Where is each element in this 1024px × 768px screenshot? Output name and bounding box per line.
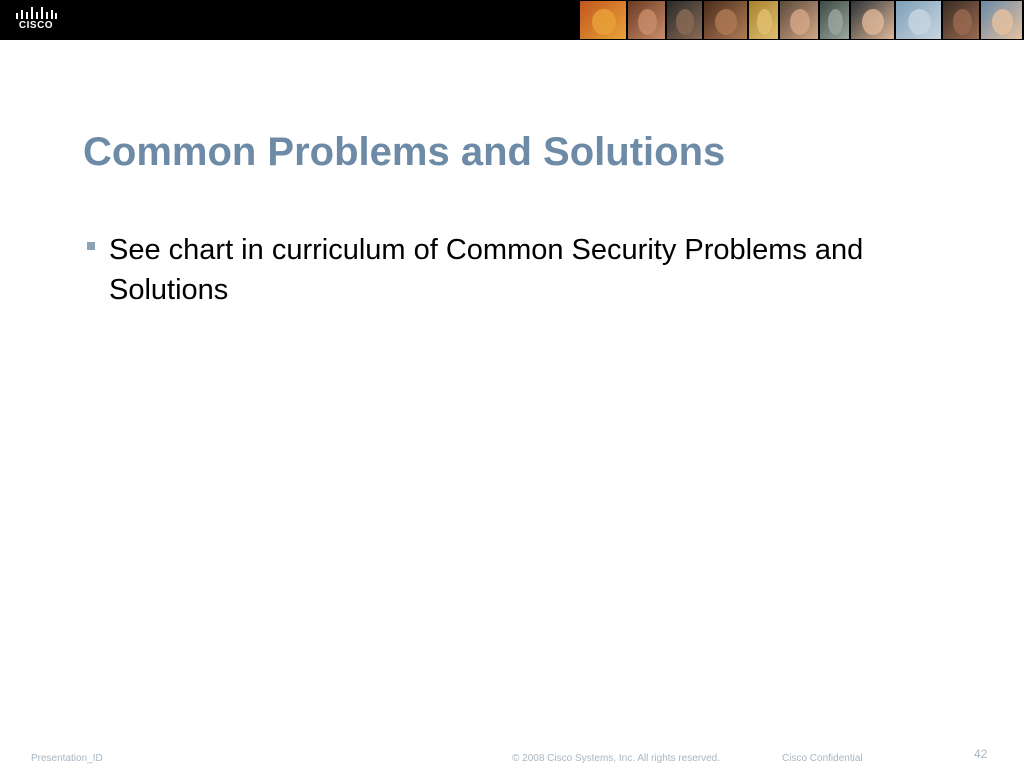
bullet-item	[84, 230, 954, 310]
chalkboard-photo	[820, 1, 849, 39]
cisco-bars-icon	[15, 7, 57, 19]
footer-copyright: © 2008 Cisco Systems, Inc. All rights reserved.	[512, 753, 721, 764]
photo-subject	[676, 9, 694, 35]
photo-subject	[592, 9, 616, 35]
woman-smiling-photo	[628, 1, 665, 39]
photo-subject	[828, 9, 843, 35]
man-thinking-photo	[667, 1, 702, 39]
footer-confidential: Cisco Confidential	[782, 753, 863, 764]
photo-subject	[862, 9, 884, 35]
photo-subject	[908, 9, 931, 35]
page-number: 42	[974, 747, 988, 761]
young-man-photo	[704, 1, 747, 39]
square-bullet-icon	[87, 242, 95, 250]
photo-subject	[757, 9, 772, 35]
header-bar	[0, 0, 1024, 40]
cisco-logo-text: CISCO	[18, 20, 54, 31]
girl-portrait-photo	[851, 1, 894, 39]
bullet-list	[84, 230, 954, 310]
photo-subject	[953, 9, 972, 35]
photo-subject	[992, 9, 1013, 35]
man-portrait-photo	[943, 1, 980, 39]
golden-texture-photo	[749, 1, 778, 39]
bullet-text: See chart in curriculum of Common Security Problems and Solutions	[109, 234, 864, 306]
woman-laughing-photo	[780, 1, 819, 39]
photo-subject	[790, 9, 810, 35]
autumn-leaves-photo	[580, 1, 626, 39]
footer-presentation-id: Presentation_ID	[31, 753, 103, 764]
slide-title: Common Problems and Solutions	[83, 130, 726, 174]
photo-subject	[638, 9, 657, 35]
photo-strip	[580, 1, 1024, 39]
photo-subject	[715, 9, 737, 35]
boy-portrait-photo	[981, 1, 1022, 39]
blue-scene-photo	[896, 1, 941, 39]
cisco-logo	[13, 7, 59, 33]
